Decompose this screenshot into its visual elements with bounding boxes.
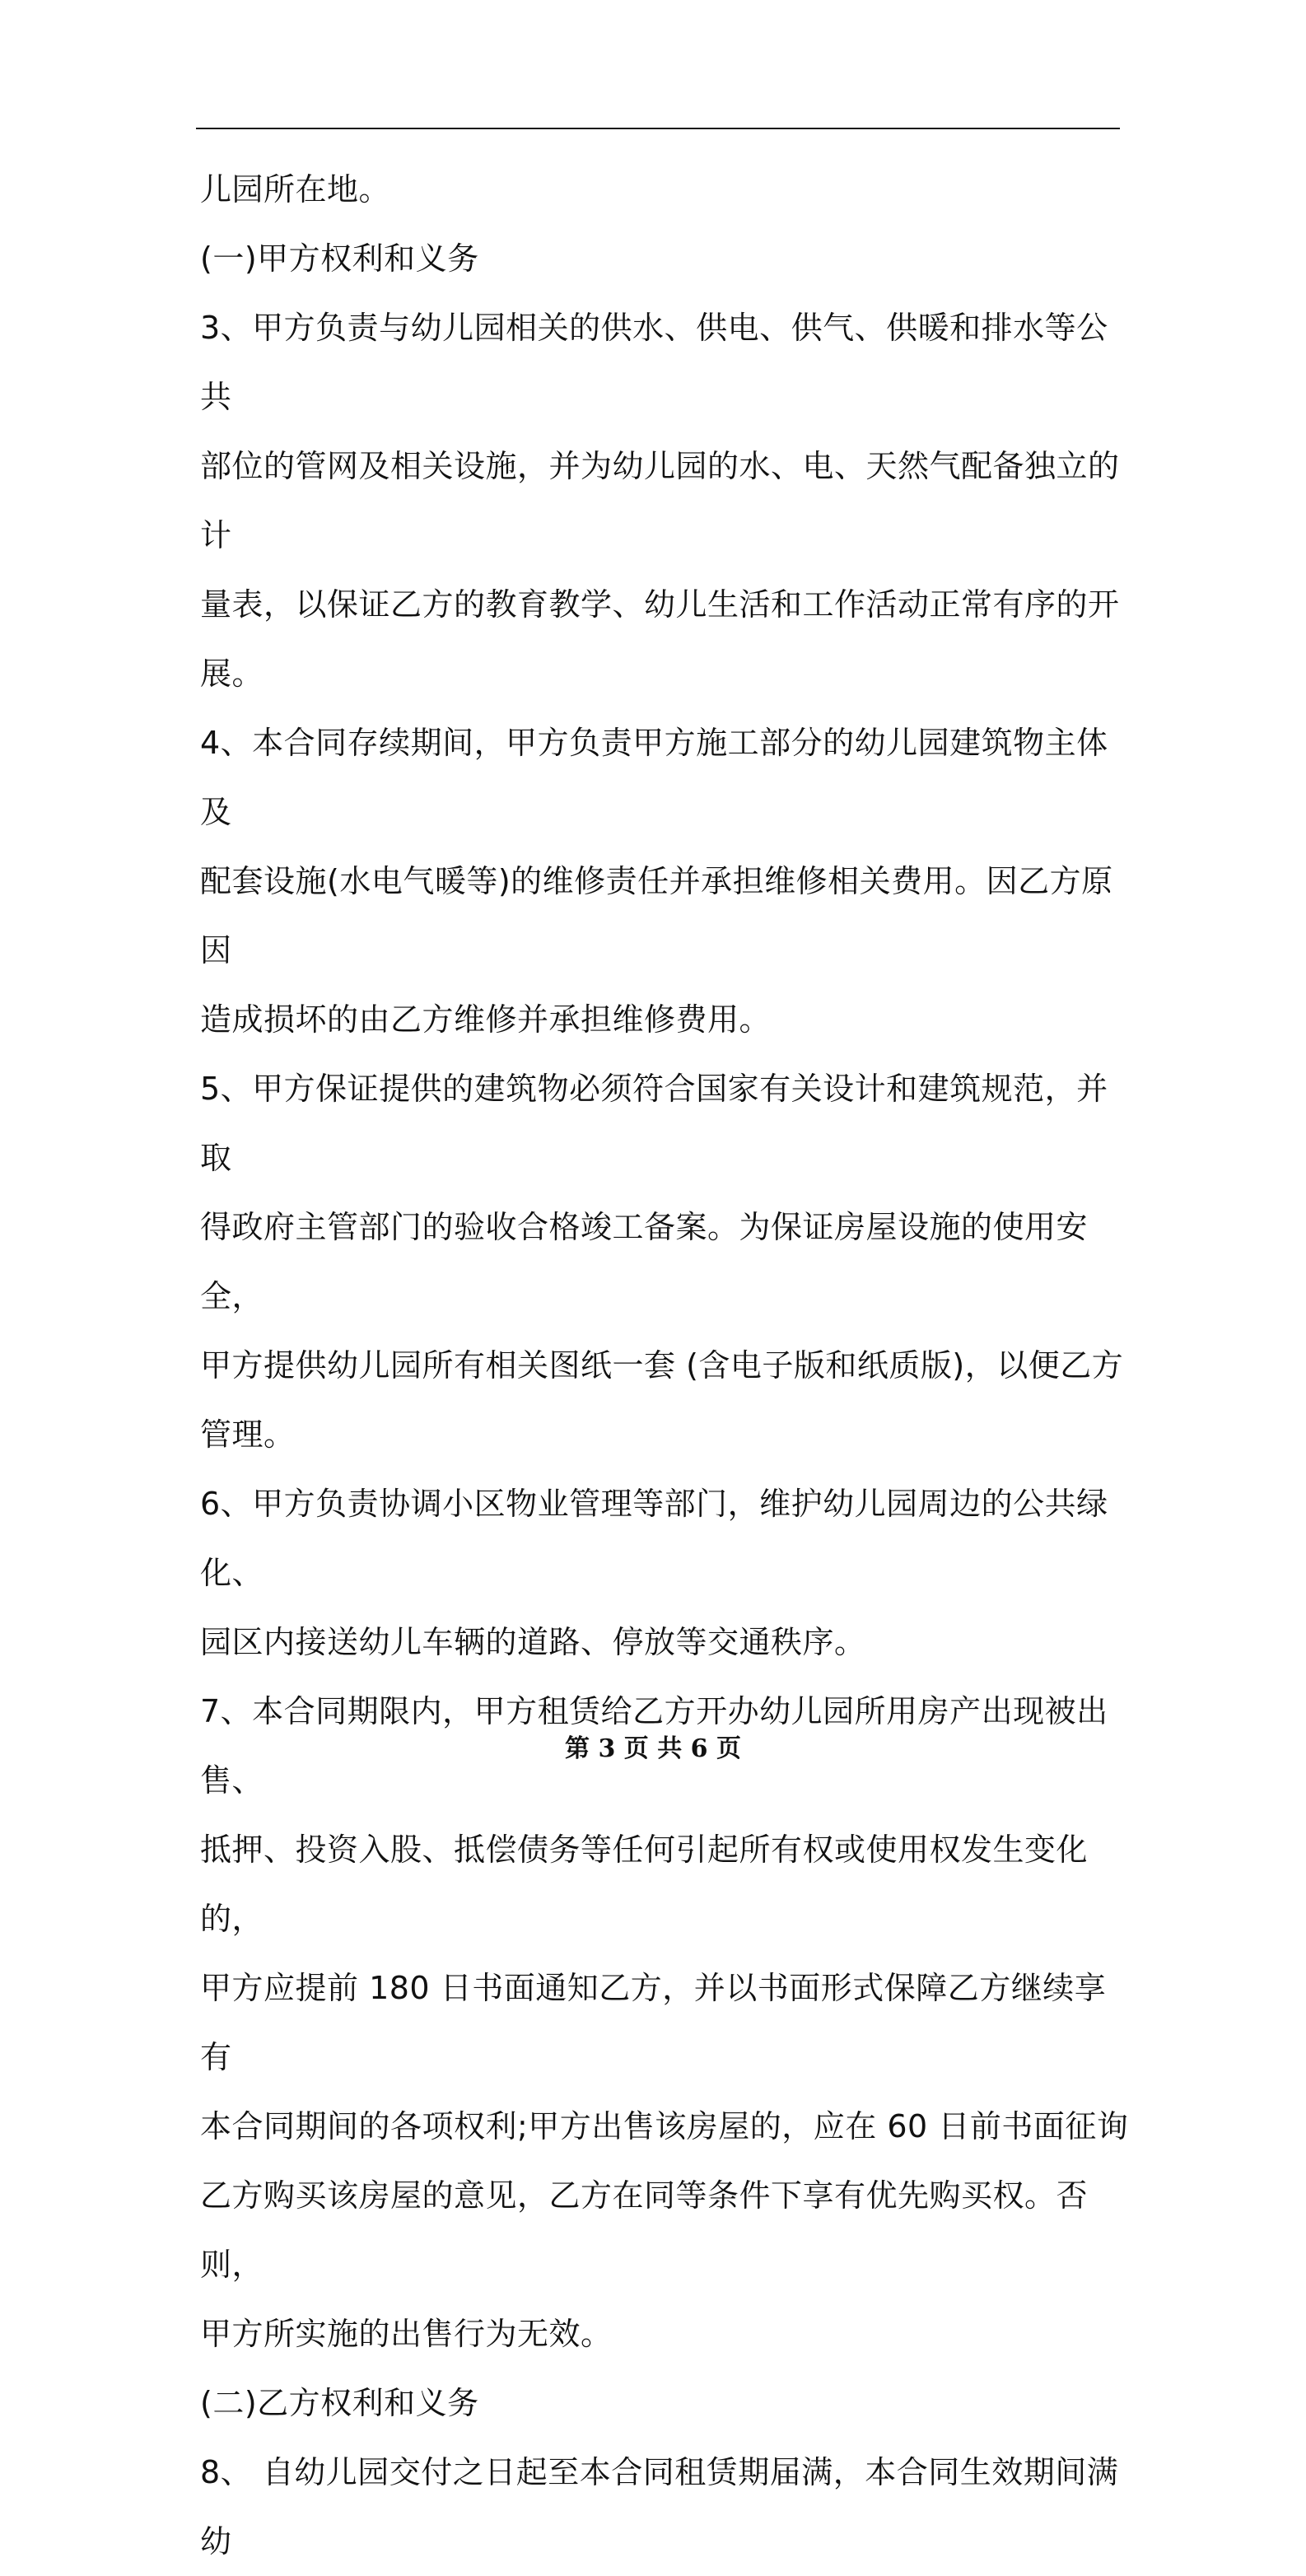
document-body	[200, 155, 1132, 2576]
text-line: 配套设施(水电气暖等)的维修责任并承担维修相关费用。因乙方原因	[200, 863, 1113, 968]
section-heading: (一)甲方权利和义务	[200, 240, 479, 277]
text-line: 管理。	[200, 1416, 296, 1453]
text-line: 8、 自幼儿园交付之日起至本合同租赁期届满，本合同生效期间满幼	[200, 2454, 1119, 2560]
text-line: 6、甲方负责协调小区物业管理等部门，维护幼儿园周边的公共绿化、	[200, 1486, 1108, 1591]
text-line: 甲方所实施的出售行为无效。	[200, 2316, 613, 2352]
text-line: 本合同期间的各项权利;甲方出售该房屋的，应在 60 日前书面征询	[200, 2108, 1129, 2144]
text-line: 儿园所在地。	[200, 171, 391, 208]
page-footer: 第 3 页 共 6 页	[565, 1734, 741, 1763]
text-line: 7、本合同期限内，甲方租赁给乙方开办幼儿园所用房产出现被出售、	[200, 1693, 1108, 1799]
header-rule	[196, 128, 1120, 129]
text-line: 4、本合同存续期间，甲方负责甲方施工部分的幼儿园建筑物主体及	[200, 725, 1108, 830]
text-line: 3、甲方负责与幼儿园相关的供水、供电、供气、供暖和排水等公共	[200, 310, 1108, 415]
text-line: 造成损坏的由乙方维修并承担维修费用。	[200, 1001, 772, 1038]
text-line: 甲方提供幼儿园所有相关图纸一套 (含电子版和纸质版)，以便乙方	[200, 1347, 1124, 1384]
text-line: 乙方购买该房屋的意见，乙方在同等条件下享有优先购买权。否则，	[200, 2177, 1089, 2283]
text-line: 5、甲方保证提供的建筑物必须符合国家有关设计和建筑规范，并取	[200, 1071, 1108, 1176]
section-heading: (二)乙方权利和义务	[200, 2385, 479, 2421]
text-line: 甲方应提前 180 日书面通知乙方，并以书面形式保障乙方继续享有	[200, 1970, 1107, 2075]
text-line: 部位的管网及相关设施，并为幼儿园的水、电、天然气配备独立的计	[200, 448, 1120, 553]
text-line: 园区内接送幼儿车辆的道路、停放等交通秩序。	[200, 1624, 866, 1660]
text-line: 得政府主管部门的验收合格竣工备案。为保证房屋设施的使用安全，	[200, 1209, 1089, 1314]
text-line: 量表，以保证乙方的教育教学、幼儿生活和工作活动正常有序的开展。	[200, 586, 1120, 692]
text-line: 抵押、投资入股、抵偿债务等任何引起所有权或使用权发生变化的，	[200, 1832, 1089, 1937]
